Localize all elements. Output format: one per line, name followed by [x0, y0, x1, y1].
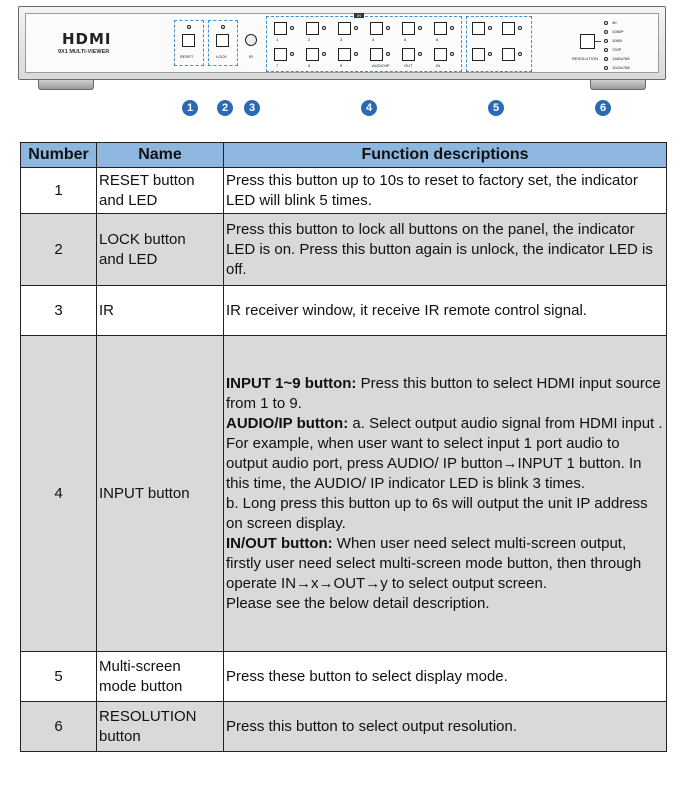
hdmi-logo: HDMI — [62, 30, 112, 48]
description-paragraph — [226, 594, 664, 614]
name-line: INPUT button — [99, 484, 190, 502]
input-button-9-led — [354, 52, 358, 56]
cell-description: Press this button to lock all buttons on the panel, the indicator LED is on. Press this button again is unlock, the indicator LED is off. — [224, 214, 667, 286]
cell-name — [97, 286, 224, 336]
callout-3: 3 — [244, 100, 260, 116]
name-line: IR — [99, 301, 114, 319]
input-button-7[interactable] — [274, 48, 287, 61]
audio-ip-button-label: AUDIO/IP — [372, 63, 390, 68]
cell-description — [224, 336, 667, 652]
resolution-led-3 — [604, 39, 608, 43]
input-button-2-led — [322, 26, 326, 30]
ir-window-icon — [245, 34, 257, 46]
cell-name — [97, 214, 224, 286]
multiscreen-button-4[interactable] — [502, 48, 515, 61]
resolution-option-3: 1080I — [612, 38, 623, 43]
table-header-row — [21, 143, 667, 168]
callout-1: 1 — [182, 100, 198, 116]
input-button-5-led — [418, 26, 422, 30]
resolution-button[interactable] — [580, 34, 595, 49]
input-button-7-label: 7 — [276, 63, 279, 68]
cell-number: 5 — [21, 652, 97, 702]
in-button-label: IN — [436, 63, 440, 68]
in-button-led — [450, 52, 454, 56]
ir-text: IR — [249, 54, 253, 59]
input-group-outline — [266, 16, 462, 72]
description-bold-term: IN/OUT button: — [226, 534, 333, 552]
multiscreen-led-2 — [518, 26, 522, 30]
reset-text: RESET — [180, 54, 194, 59]
input-button-8[interactable] — [306, 48, 319, 61]
resolution-led-2 — [604, 30, 608, 34]
description-text: Press this button to select HDMI input source from 1 to 9. — [226, 374, 661, 412]
input-button-9-label: 9 — [340, 63, 343, 68]
multiscreen-led-4 — [518, 52, 522, 56]
multiscreen-led-3 — [488, 52, 492, 56]
description-paragraph — [226, 374, 664, 414]
resolution-led-5 — [604, 57, 608, 61]
audio-ip-button[interactable] — [370, 48, 383, 61]
table-row — [21, 168, 667, 214]
multiscreen-button-3[interactable] — [472, 48, 485, 61]
cell-number: 4 — [21, 336, 97, 652]
input-button-1-led — [290, 26, 294, 30]
description-text: b. Long press this button up to 6s will output the unit IP address on screen display. — [226, 494, 648, 532]
model-label: 9X1 MULTI-VIEWER — [58, 49, 110, 55]
input-group-tag: IN — [354, 13, 364, 18]
description-text: When user need select multi-screen output, firstly user need select multi-screen mode button, then through operate IN→x→OUT→y to select output screen. — [226, 534, 642, 592]
input-button-8-led — [322, 52, 326, 56]
name-line: and LED — [99, 191, 158, 209]
cell-description: Press this button to select output resolution. — [224, 702, 667, 752]
table-body — [21, 168, 667, 752]
input-button-1[interactable] — [274, 22, 287, 35]
multiscreen-led-1 — [488, 26, 492, 30]
table-row — [21, 336, 667, 652]
resolution-connector — [595, 41, 601, 42]
name-line: and LED — [99, 250, 158, 268]
name-line: Multi-screen — [99, 657, 181, 675]
description-bold-term: INPUT 1~9 button: — [226, 374, 357, 392]
input-button-5[interactable] — [402, 22, 415, 35]
cell-description: Press this button up to 10s to reset to factory set, the indicator LED will blink 5 times. — [224, 168, 667, 214]
name-line: LOCK button — [99, 230, 186, 248]
cell-name — [97, 168, 224, 214]
name-line: RESET button — [99, 171, 195, 189]
cell-name — [97, 336, 224, 652]
out-button-led — [418, 52, 422, 56]
cell-number: 6 — [21, 702, 97, 752]
lock-button[interactable] — [216, 34, 229, 47]
header-number: Number — [21, 143, 97, 168]
resolution-led-4 — [604, 48, 608, 52]
input-button-3[interactable] — [338, 22, 351, 35]
input-button-4[interactable] — [370, 22, 383, 35]
cell-name — [97, 652, 224, 702]
resolution-option-1: 4K — [612, 20, 617, 25]
description-paragraph — [226, 534, 664, 594]
cell-description: IR receiver window, it receive IR remote control signal. — [224, 286, 667, 336]
callout-6: 6 — [595, 100, 611, 116]
cell-name — [97, 702, 224, 752]
input-button-6[interactable] — [434, 22, 447, 35]
callout-2: 2 — [217, 100, 233, 116]
cell-number: 3 — [21, 286, 97, 336]
input-button-7-led — [290, 52, 294, 56]
reset-led — [187, 25, 191, 29]
input-button-1-label: 1 — [276, 37, 279, 42]
description-paragraph — [226, 414, 664, 494]
header-function: Function descriptions — [224, 143, 667, 168]
description-text: a. Select output audio signal from HDMI input . For example, when user want to select input 1 port audio to output audio port, press AUDIO/ IP button→INPUT 1 button. In this time, the AUDIO/ IP indicator LED is blink 3 times. — [226, 414, 663, 492]
input-button-4-led — [386, 26, 390, 30]
resolution-led-1 — [604, 21, 608, 25]
input-button-5-label: 5 — [404, 37, 407, 42]
name-line: button — [99, 727, 141, 745]
resolution-option-4: 720P — [612, 47, 622, 52]
right-foot — [590, 80, 646, 90]
input-button-9[interactable] — [338, 48, 351, 61]
table-row — [21, 286, 667, 336]
audio-ip-button-led — [386, 52, 390, 56]
input-button-6-label: 6 — [436, 37, 439, 42]
input-button-2[interactable] — [306, 22, 319, 35]
header-name: Name — [97, 143, 224, 168]
table-row — [21, 702, 667, 752]
resolution-led-6 — [604, 66, 608, 70]
function-table — [20, 142, 667, 752]
cell-description: Press these button to select display mode. — [224, 652, 667, 702]
resolution-option-5: 1360x768 — [612, 56, 630, 61]
device-front-panel — [18, 6, 666, 98]
name-line: mode button — [99, 677, 183, 695]
resolution-option-6: 1024x768 — [612, 65, 630, 70]
in-button[interactable] — [434, 48, 447, 61]
input-button-3-label: 3 — [340, 37, 343, 42]
input-button-2-label: 2 — [308, 37, 311, 42]
out-button[interactable] — [402, 48, 415, 61]
lock-text: LOCK — [216, 54, 227, 59]
table-row — [21, 652, 667, 702]
input-button-3-led — [354, 26, 358, 30]
out-button-label: OUT — [404, 63, 413, 68]
description-paragraph — [226, 494, 664, 534]
input-button-8-label: 8 — [308, 63, 311, 68]
resolution-text: RESOLUTION — [572, 56, 599, 61]
lock-led — [221, 25, 225, 29]
input-button-6-led — [450, 26, 454, 30]
name-line: RESOLUTION — [99, 707, 197, 725]
description-text: Please see the below detail description. — [226, 594, 490, 612]
multiscreen-button-1[interactable] — [472, 22, 485, 35]
multiscreen-button-2[interactable] — [502, 22, 515, 35]
description-bold-term: AUDIO/IP button: — [226, 414, 349, 432]
table-row — [21, 214, 667, 286]
cell-number: 2 — [21, 214, 97, 286]
resolution-option-2: 1080P — [612, 29, 624, 34]
left-foot — [38, 80, 94, 90]
reset-button[interactable] — [182, 34, 195, 47]
cell-number: 1 — [21, 168, 97, 214]
callout-5: 5 — [488, 100, 504, 116]
callout-4: 4 — [361, 100, 377, 116]
input-button-4-label: 4 — [372, 37, 375, 42]
